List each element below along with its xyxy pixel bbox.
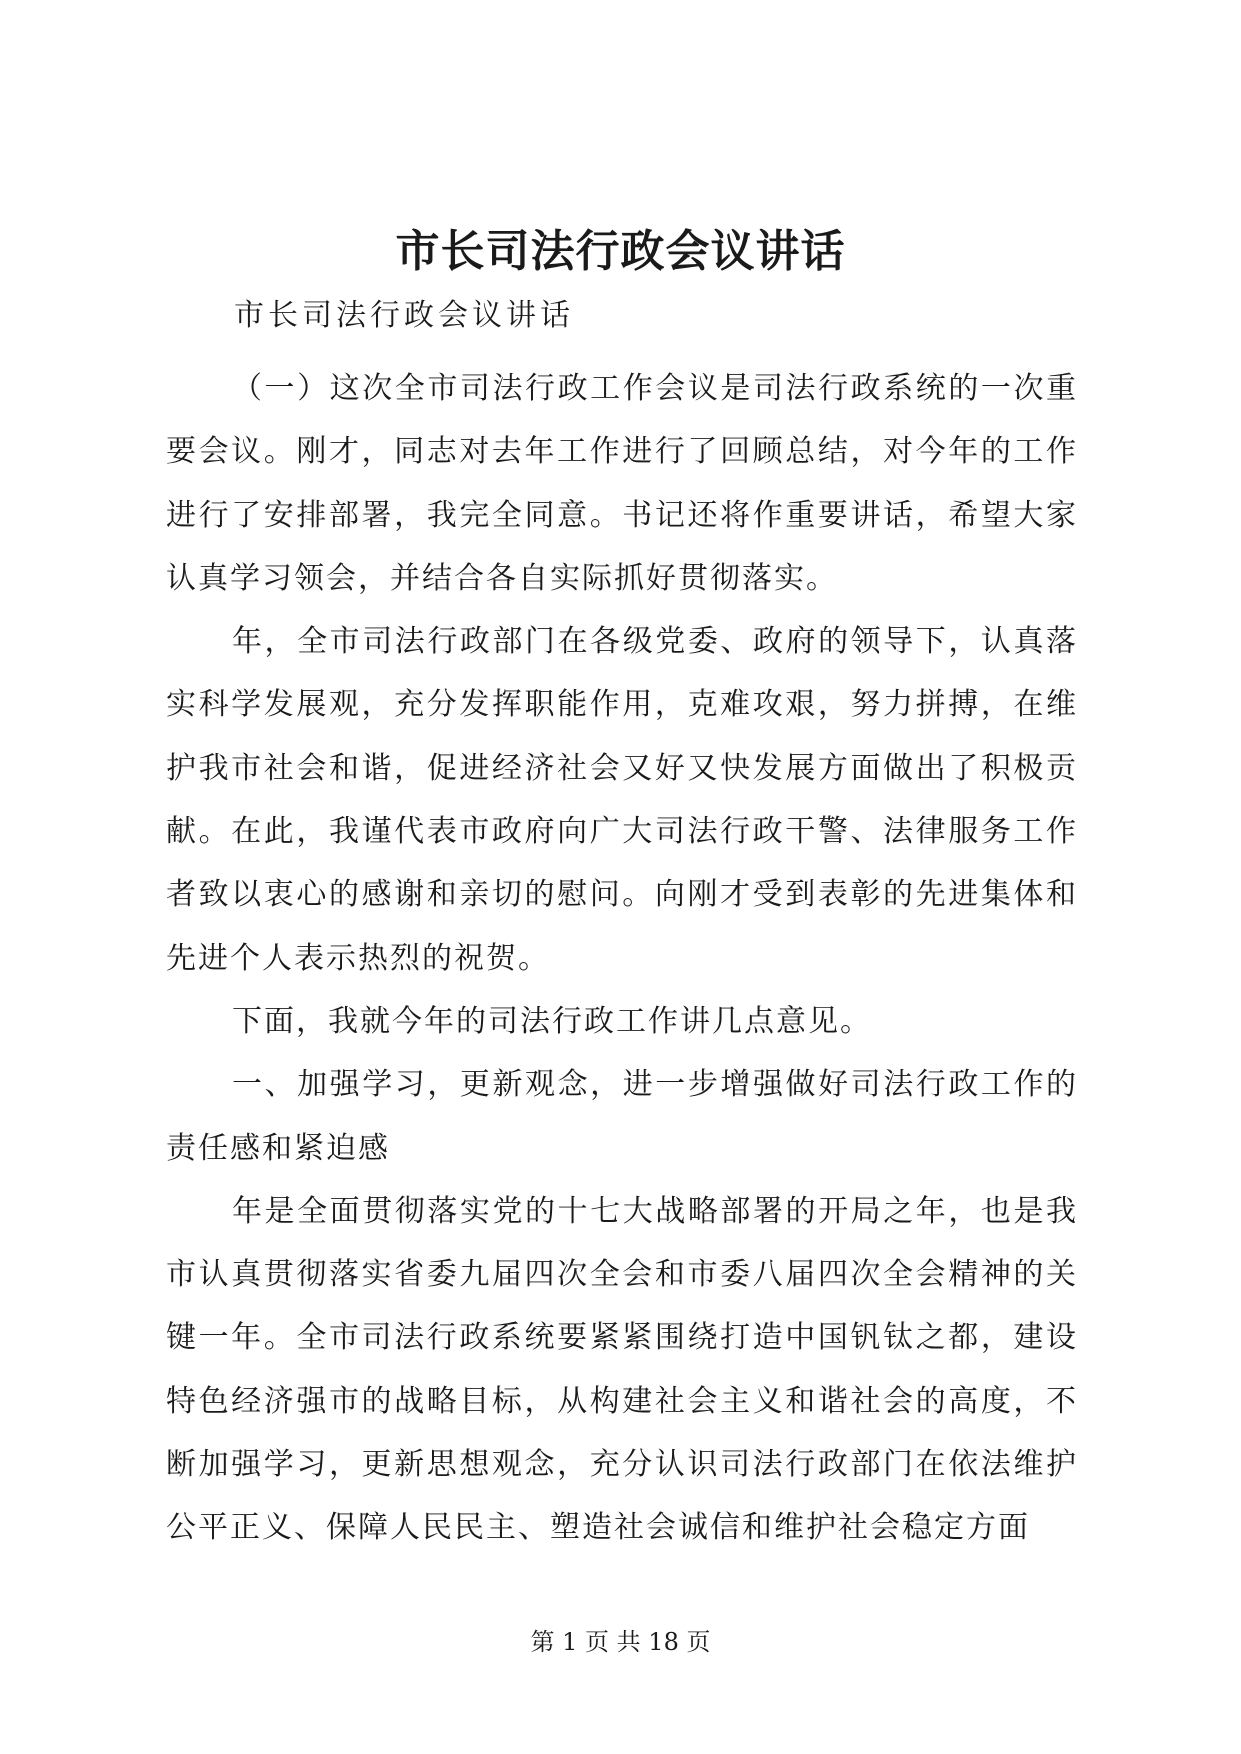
paragraph-achievements: 年，全市司法行政部门在各级党委、政府的领导下，认真落实科学发展观，充分发挥职能作用，克难攻艰，努力拼搏，在维护我市社会和谐，促进经济社会又好又快发展方面做出了积极贡献。在此，我谨代表市政府向广大司法行政干警、法律服务工作者致以衷心的感谢和亲切的慰问。向刚才受到表彰的先进集体和先进个人表示热烈的祝贺。 xyxy=(166,624,1078,976)
paragraph-intro-points: 下面，我就今年的司法行政工作讲几点意见。 xyxy=(232,1003,872,1039)
document-title: 市长司法行政会议讲话 xyxy=(395,226,846,277)
page-number-footer: 第 1 页 共 18 页 xyxy=(530,1628,711,1656)
document-subtitle: 市长司法行政会议讲话 xyxy=(234,298,574,333)
section-heading-1: 一、加强学习，更新观念，进一步增强做好司法行政工作的责任感和紧迫感 xyxy=(166,1067,1078,1166)
paragraph-opening: （一）这次全市司法行政工作会议是司法行政系统的一次重要会议。刚才，同志对去年工作进行了回顾总结，对今年的工作进行了安排部署，我完全同意。书记还将作重要讲话，希望大家认真学习领会，并结合各自实际抓好贯彻落实。 xyxy=(166,371,1078,596)
document-body xyxy=(166,357,1078,1560)
paragraph-section-1: 年是全面贯彻落实党的十七大战略部署的开局之年，也是我市认真贯彻落实省委九届四次全会和市委八届四次全会精神的关键一年。全市司法行政系统要紧紧围绕打造中国钒钛之都，建设特色经济强市的战略目标，从构建社会主义和谐社会的高度，不断加强学习，更新思想观念，充分认识司法行政部门在依法维护公平正义、保障人民民主、塑造社会诚信和维护社会稳定方面 xyxy=(166,1193,1078,1546)
